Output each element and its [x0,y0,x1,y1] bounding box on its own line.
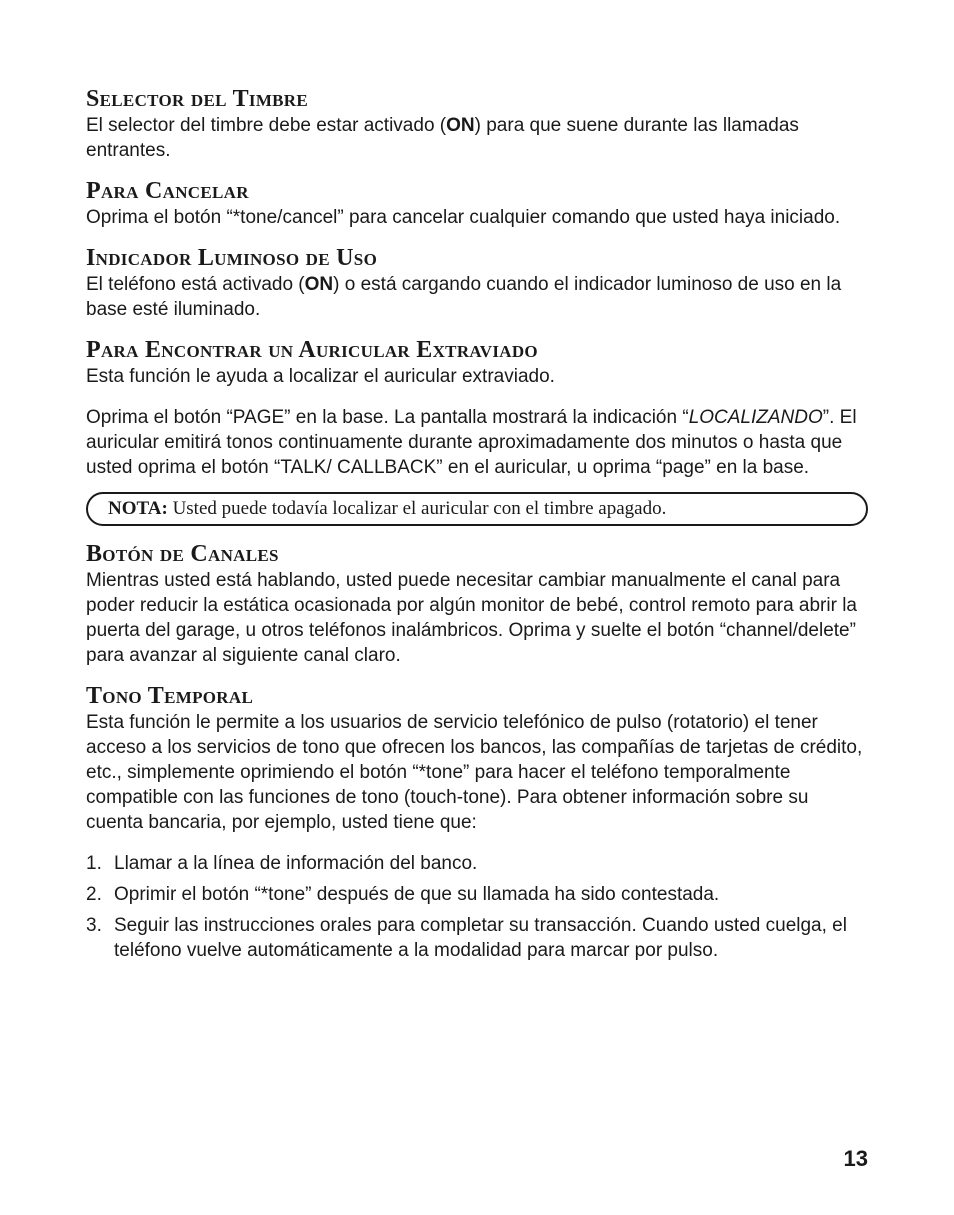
section-cancel [86,177,868,230]
section-text: Esta función le permite a los usuarios de servicio telefónico de pulso (rotatorio) el tener acceso a los servicios de tono que ofrecen los bancos, las compañías de tarjetas de crédito, etc., simplemente oprimiendo el botón “*tone” para hacer el teléfono temporalmente compatible con las funciones de tono (touch-tone). Para obtener información sobre su cuenta bancaria, por ejemplo, usted tiene que: [86,712,863,833]
step-number: 2. [86,884,102,905]
section-title: Indicador Luminoso de Uso [86,245,378,271]
section-title: Selector del Timbre [86,86,309,112]
on-label: ON [304,274,334,295]
section-text [86,272,868,322]
note-text: Usted puede todavía localizar el auricular con el timbre apagado. [167,498,667,519]
page-number: 13 [843,1146,868,1171]
text-part: El teléfono está activado ( [86,274,305,295]
section-text [86,113,868,163]
section-text [86,405,868,480]
list-item [86,882,868,907]
step-text: Llamar a la línea de información del banco. [114,853,478,874]
step-number: 1. [86,853,102,874]
manual-page [86,85,868,969]
text-part: El selector del timbre debe estar activado ( [86,115,447,136]
on-label: ON [446,115,475,136]
section-text: Oprima el botón “*tone/cancel” para cancelar cualquier comando que usted haya iniciado. [86,207,841,228]
section-ringer-selector [86,85,868,163]
section-title: Para Encontrar un Auricular Extraviado [86,337,538,363]
note-label: NOTA: [108,498,168,519]
display-text: LOCALIZANDO [688,407,823,428]
section-text: Esta función le ayuda a localizar el auricular extraviado. [86,366,555,387]
section-text: Mientras usted está hablando, usted puede necesitar cambiar manualmente el canal para poder reducir la estática ocasionada por algún monitor de bebé, control remoto para abrir la puerta del garage, u otros teléfonos inalámbricos. Oprima y suelte el botón “channel/delete” para avanzar al siguiente canal claro. [86,570,858,666]
step-text: Oprimir el botón “*tone” después de que su llamada ha sido contestada. [114,884,720,905]
text-part: ) o está cargando cuando el indicador luminoso de uso en la base esté iluminado. [86,274,842,320]
steps-list [86,851,868,963]
section-title: Tono Temporal [86,683,254,709]
section-title: Botón de Canales [86,541,279,567]
section-title: Para Cancelar [86,178,249,204]
text-part: ) para que suene durante las llamadas entrantes. [86,115,799,161]
step-number: 3. [86,915,102,936]
text-part: ”. El auricular emitirá tonos continuamente durante aproximadamente dos minutos o hasta que usted oprima el botón “TALK/ CALLBACK” en el auricular, u oprima “page” en la base. [86,407,857,478]
list-item [86,851,868,876]
step-text: Seguir las instrucciones orales para completar su transacción. Cuando usted cuelga, el teléfono vuelve automáticamente a la modalidad para marcar por pulso. [114,915,847,961]
list-item [86,913,868,963]
section-find-handset [86,336,868,480]
text-part: Oprima el botón “PAGE” en la base. La pantalla mostrará la indicación “ [86,407,689,428]
section-in-use-indicator [86,244,868,322]
section-channel-button [86,540,868,668]
section-temporary-tone [86,682,868,963]
note-box [86,492,868,526]
